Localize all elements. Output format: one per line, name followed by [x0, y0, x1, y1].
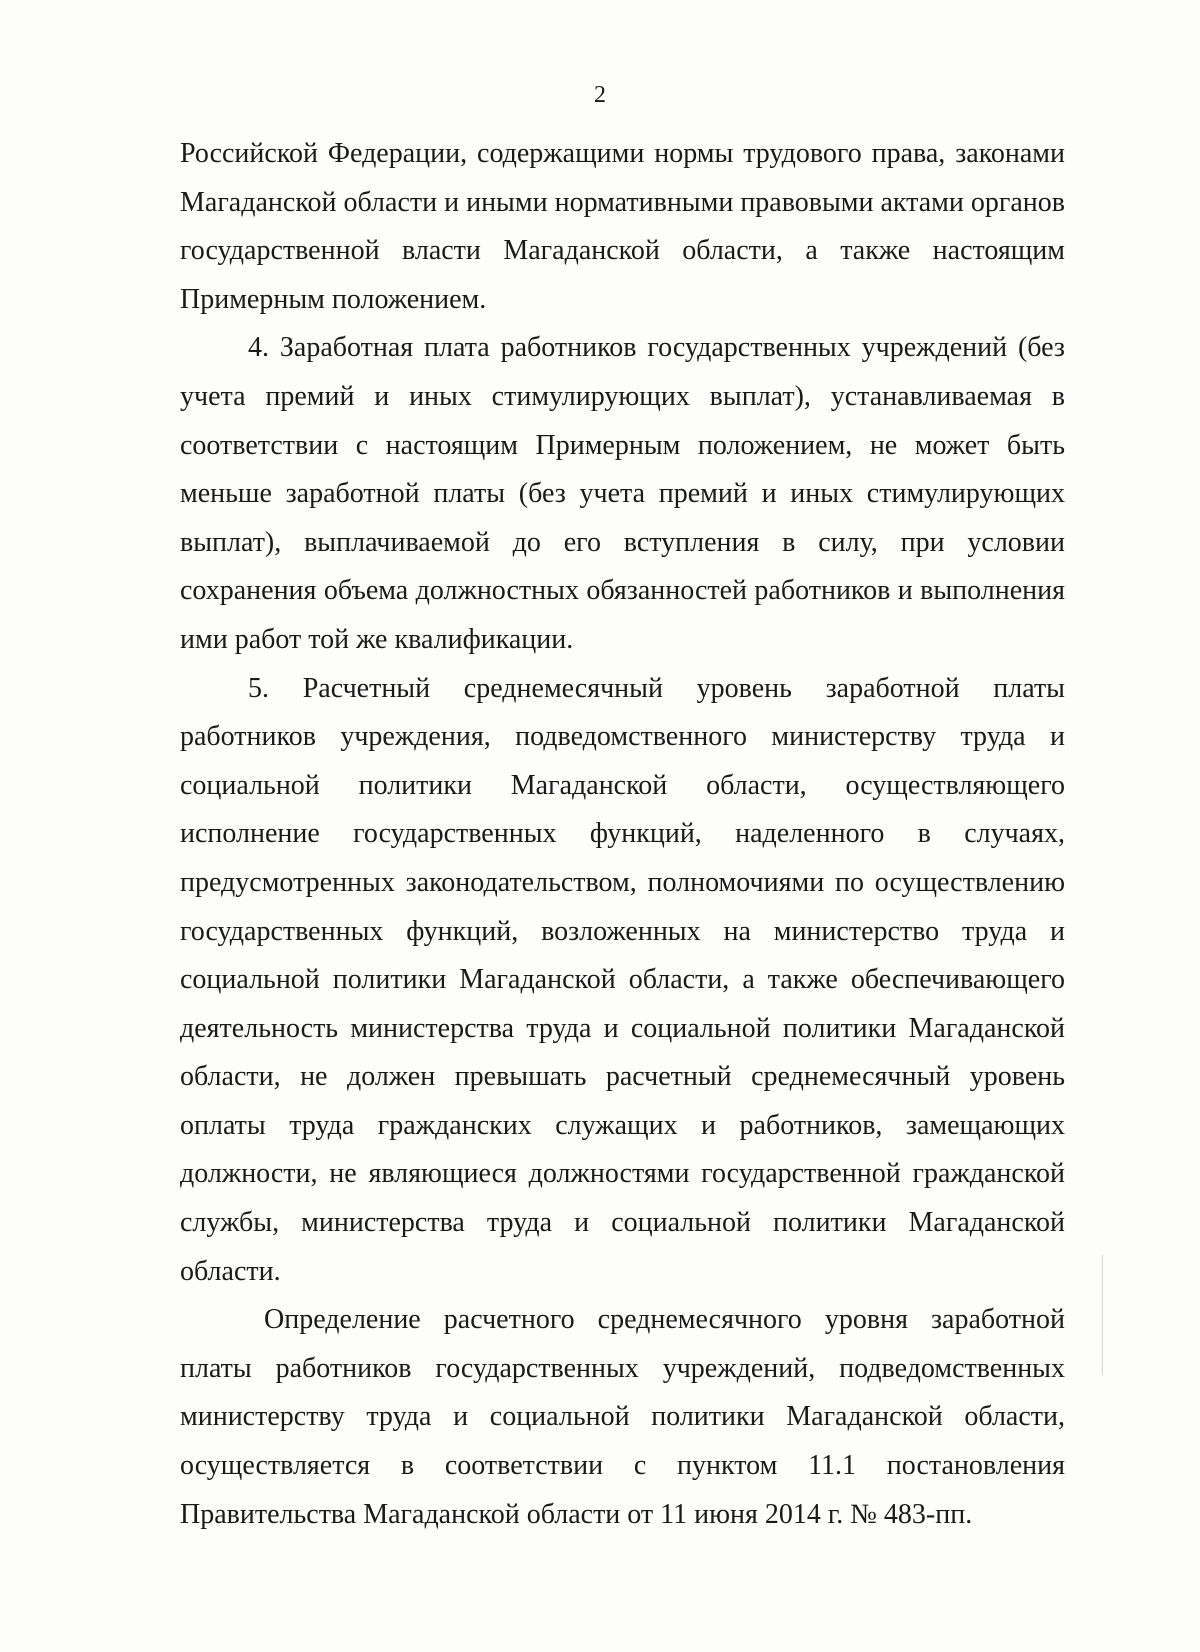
- scan-artifact-line: [1102, 1255, 1103, 1375]
- paragraph-continuation: Российской Федерации, содержащими нормы трудового права, законами Магаданской области и иными нормативными правовыми актами органов государственной власти Магаданской области, а также настоящим Примерным положением.: [180, 138, 1065, 315]
- paragraph-item-5: 5. Расчетный среднемесячный уровень заработной платы работников учреждения, подведомственного министерству труда и социальной политики Магаданской области, осуществляющего исполнение государственных функций, наделенного в случаях, предусмотренных законодательством, полномочиями по осуществлению государственных функций, возложенных на министерство труда и социальной политики Магаданской области, а также обеспечивающего деятельность министерства труда и социальной политики Магаданской области, не должен превышать расчетный среднемесячный уровень оплаты труда гражданских служащих и работников, замещающих должности, не являющиеся должностями государственной гражданской службы, министерства труда и социальной политики Магаданской области.: [180, 672, 1065, 1287]
- paragraph-item-4: 4. Заработная плата работников государственных учреждений (без учета премий и иных стимулирующих выплат), устанавливаемая в соответствии с настоящим Примерным положением, не может быть меньше заработной платы (без учета премий и иных стимулирующих выплат), выплачиваемой до его вступления в силу, при условии сохранения объема должностных обязанностей работников и выполнения ими работ той же квалификации.: [180, 332, 1065, 655]
- page-number: 2: [594, 82, 606, 108]
- paragraph-determination: Определение расчетного среднемесячного уровня заработной платы работников государственных учреждений, подведомственных министерству труда и социальной политики Магаданской области, осуществляется в соответствии с пунктом 11.1 постановления Правительства Магаданской области от 11 июня 2014 г. № 483-пп.: [180, 1304, 1065, 1530]
- document-body: [180, 130, 1065, 1539]
